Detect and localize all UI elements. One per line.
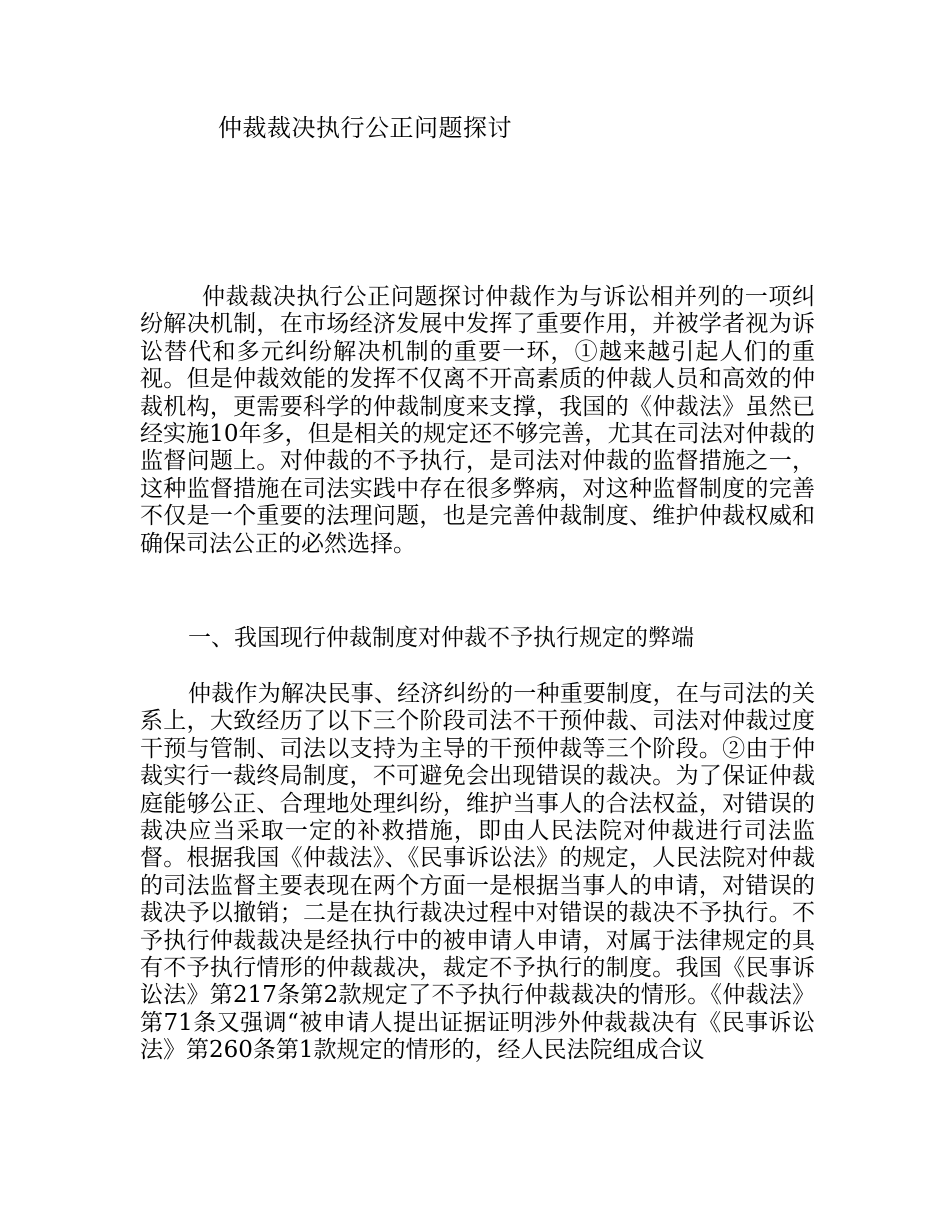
section-paragraph: 仲裁作为解决民事、经济纠纷的一种重要制度，在与司法的关系上，大致经历了以下三个阶段司法不干预仲裁、司法对仲裁过度干预与管制、司法以支持为主导的干预仲裁等三个阶段。②由于仲裁实行一裁终局制度，不可避免会出现错误的裁决。为了保证仲裁庭能够公正、合理地处理纠纷，维护当事人的合法权益，对错误的裁决应当采取一定的补救措施，即由人民法院对仲裁进行司法监督。根据我国《仲裁法》、《民事诉讼法》的规定，人民法院对仲裁的司法监督主要表现在两个方面一是根据当事人的申请，对错误的裁决予以撤销；二是在执行裁决过程中对错误的裁决不予执行。不予执行仲裁裁决是经执行中的被申请人申请，对属于法律规定的具有不予执行情形的仲裁裁决，裁定不予执行的制度。我国《民事诉讼法》第217条第2款规定了不予执行仲裁裁决的情形。《仲裁法》第71条又强调“被申请人提出证据证明涉外仲裁裁决有《民事诉讼法》第260条第1款规定的情形的，经人民法院组成合议 xyxy=(140,681,815,1064)
document-title: 仲裁裁决执行公正问题探讨 xyxy=(218,114,512,142)
section-heading: 一、我国现行仲裁制度对仲裁不予执行规定的弊端 xyxy=(188,625,694,651)
intro-paragraph: 仲裁裁决执行公正问题探讨仲裁作为与诉讼相并列的一项纠纷解决机制，在市场经济发展中发挥了重要作用，并被学者视为诉讼替代和多元纠纷解决机制的重要一环，①越来越引起人们的重视。但是仲裁效能的发挥不仅离不开高素质的仲裁人员和高效的仲裁机构，更需要科学的仲裁制度来支撑，我国的《仲裁法》虽然已经实施10年多，但是相关的规定还不够完善，尤其在司法对仲裁的监督问题上。对仲裁的不予执行，是司法对仲裁的监督措施之一，这种监督措施在司法实践中存在很多弊病，对这种监督制度的完善不仅是一个重要的法理问题，也是完善仲裁制度、维护仲裁权威和确保司法公正的必然选择。 xyxy=(140,284,815,557)
